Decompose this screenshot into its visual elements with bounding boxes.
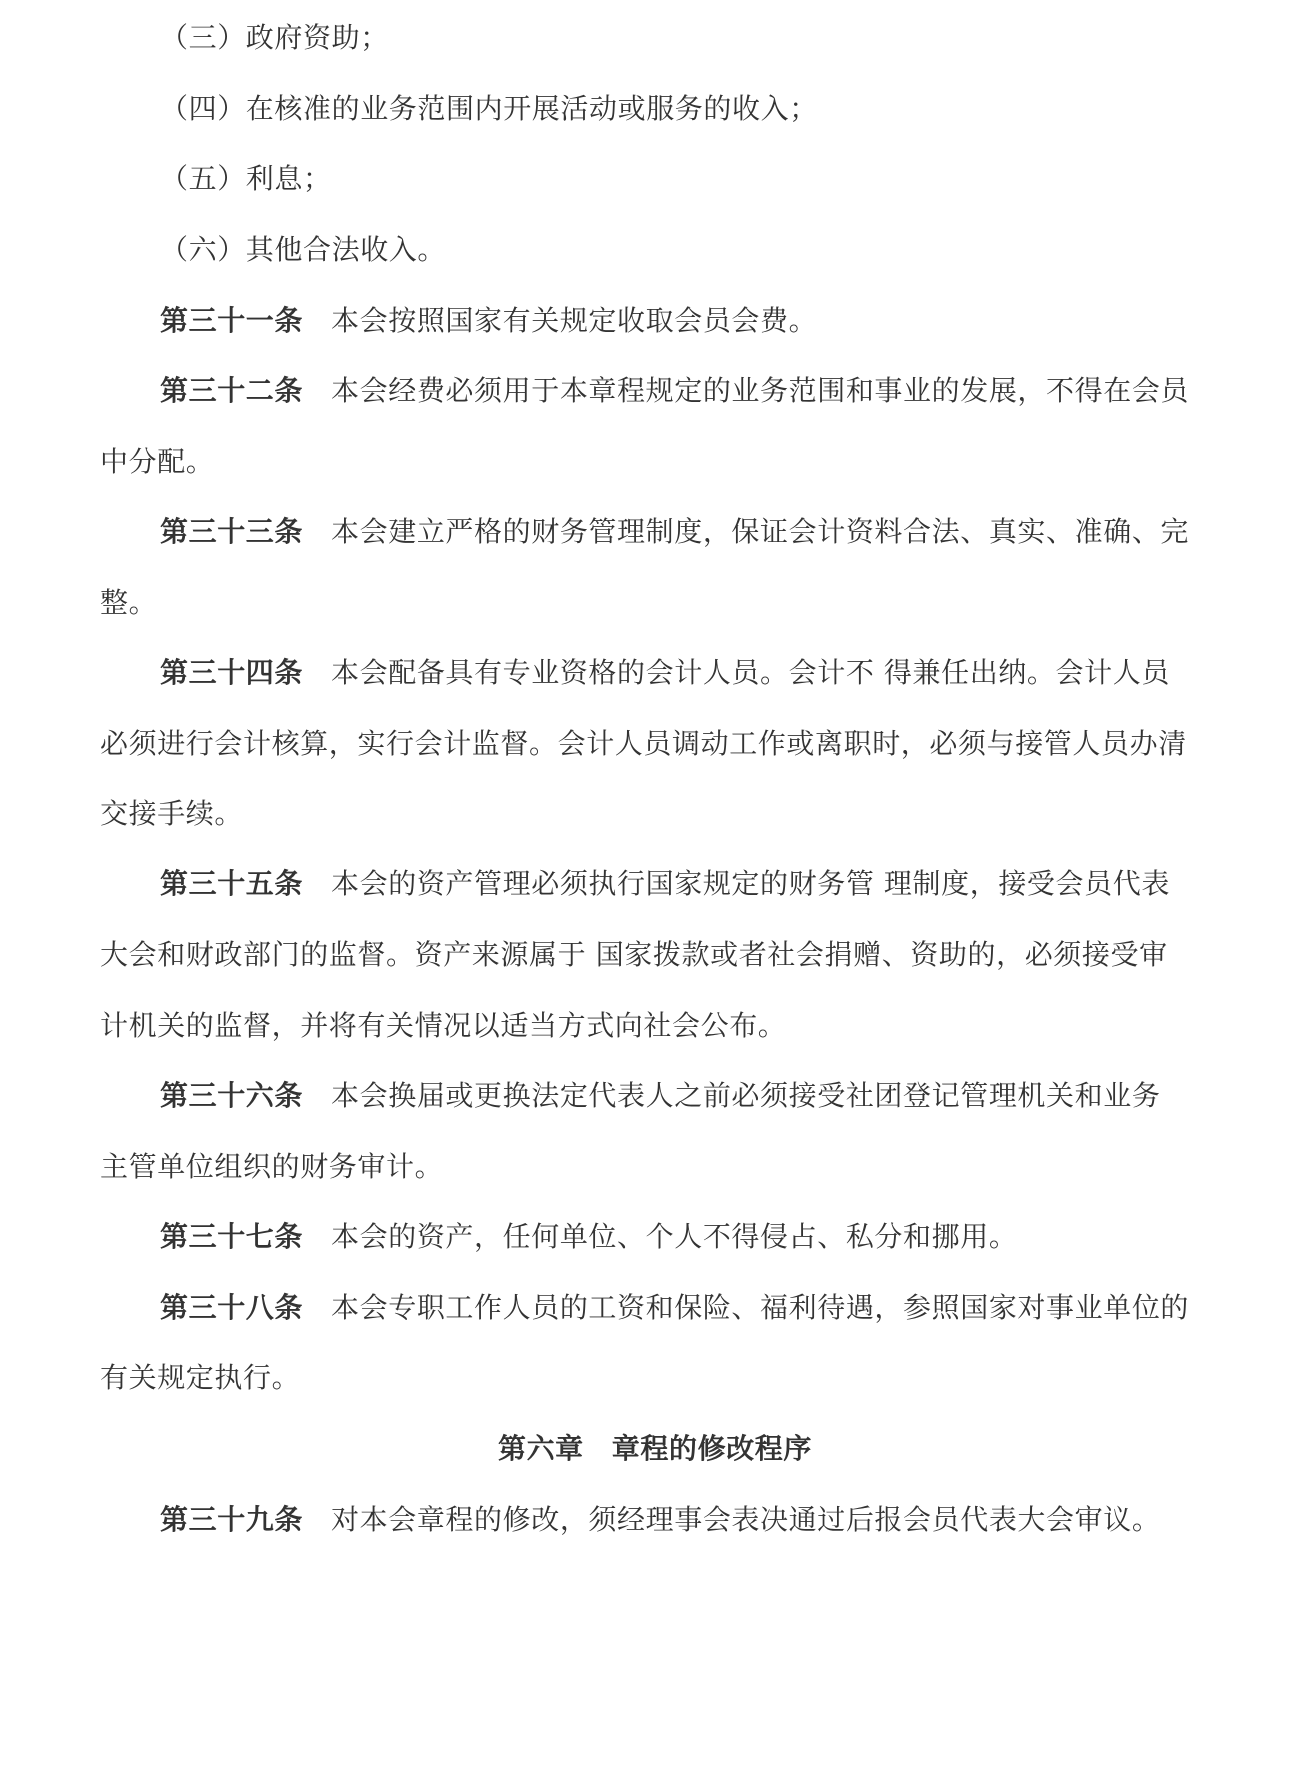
article-33-cont: 整。	[100, 586, 158, 619]
article-36-cont: 主管单位组织的财务审计。	[100, 1150, 444, 1183]
article-text: 本会专职工作人员的工资和保险、福利待遇，参照国家对事业单位的	[331, 1291, 1190, 1324]
article-label: 第三十二条	[160, 374, 304, 407]
article-38	[160, 1286, 1189, 1330]
article-37	[160, 1215, 1017, 1259]
article-35-cont-2: 计机关的监督，并将有关情况以适当方式向社会公布。	[100, 1009, 787, 1042]
article-35	[160, 862, 1170, 906]
chapter-number: 第六章	[497, 1432, 584, 1465]
article-label: 第三十六条	[160, 1079, 304, 1112]
article-label: 第三十一条	[160, 304, 304, 337]
article-text: 对本会章程的修改，须经理事会表决通过后报会员代表大会审议。	[331, 1503, 1161, 1536]
article-text: 本会按照国家有关规定收取会员会费。	[331, 304, 818, 337]
chapter-title: 章程的修改程序	[611, 1432, 812, 1465]
article-34-cont-1: 必须进行会计核算，实行会计监督。会计人员调动工作或离职时，必须与接管人员办清	[100, 727, 1187, 760]
article-34-cont-2: 交接手续。	[100, 797, 244, 830]
article-35-cont-1: 大会和财政部门的监督。资产来源属于 国家拨款或者社会捐赠、资助的，必须接受审	[100, 938, 1168, 971]
article-text: 本会配备具有专业资格的会计人员。会计不 得兼任出纳。会计人员	[331, 656, 1170, 689]
article-label: 第三十四条	[160, 656, 304, 689]
income-item-5: （五）利息；	[160, 162, 332, 195]
article-text: 本会经费必须用于本章程规定的业务范围和事业的发展，不得在会员	[331, 374, 1190, 407]
article-text: 本会的资产，任何单位、个人不得侵占、私分和挪用。	[331, 1220, 1018, 1253]
income-item-4: （四）在核准的业务范围内开展活动或服务的收入；	[160, 92, 818, 125]
article-label: 第三十七条	[160, 1220, 304, 1253]
article-34	[160, 651, 1170, 695]
article-label: 第三十三条	[160, 515, 304, 548]
article-text: 本会建立严格的财务管理制度，保证会计资料合法、真实、准确、完	[331, 515, 1190, 548]
article-label: 第三十九条	[160, 1503, 304, 1536]
article-label: 第三十八条	[160, 1291, 304, 1324]
article-31	[160, 299, 817, 343]
article-38-cont: 有关规定执行。	[100, 1361, 301, 1394]
article-36	[160, 1074, 1160, 1118]
article-39	[160, 1498, 1160, 1542]
article-text: 本会的资产管理必须执行国家规定的财务管 理制度，接受会员代表	[331, 867, 1170, 900]
article-33	[160, 510, 1189, 554]
article-label: 第三十五条	[160, 867, 304, 900]
article-32	[160, 369, 1189, 413]
income-item-6: （六）其他合法收入。	[160, 233, 447, 266]
article-32-cont: 中分配。	[100, 445, 215, 478]
income-item-3: （三）政府资助；	[160, 21, 389, 54]
article-text: 本会换届或更换法定代表人之前必须接受社团登记管理机关和业务	[331, 1079, 1161, 1112]
chapter-heading	[100, 1427, 1210, 1471]
